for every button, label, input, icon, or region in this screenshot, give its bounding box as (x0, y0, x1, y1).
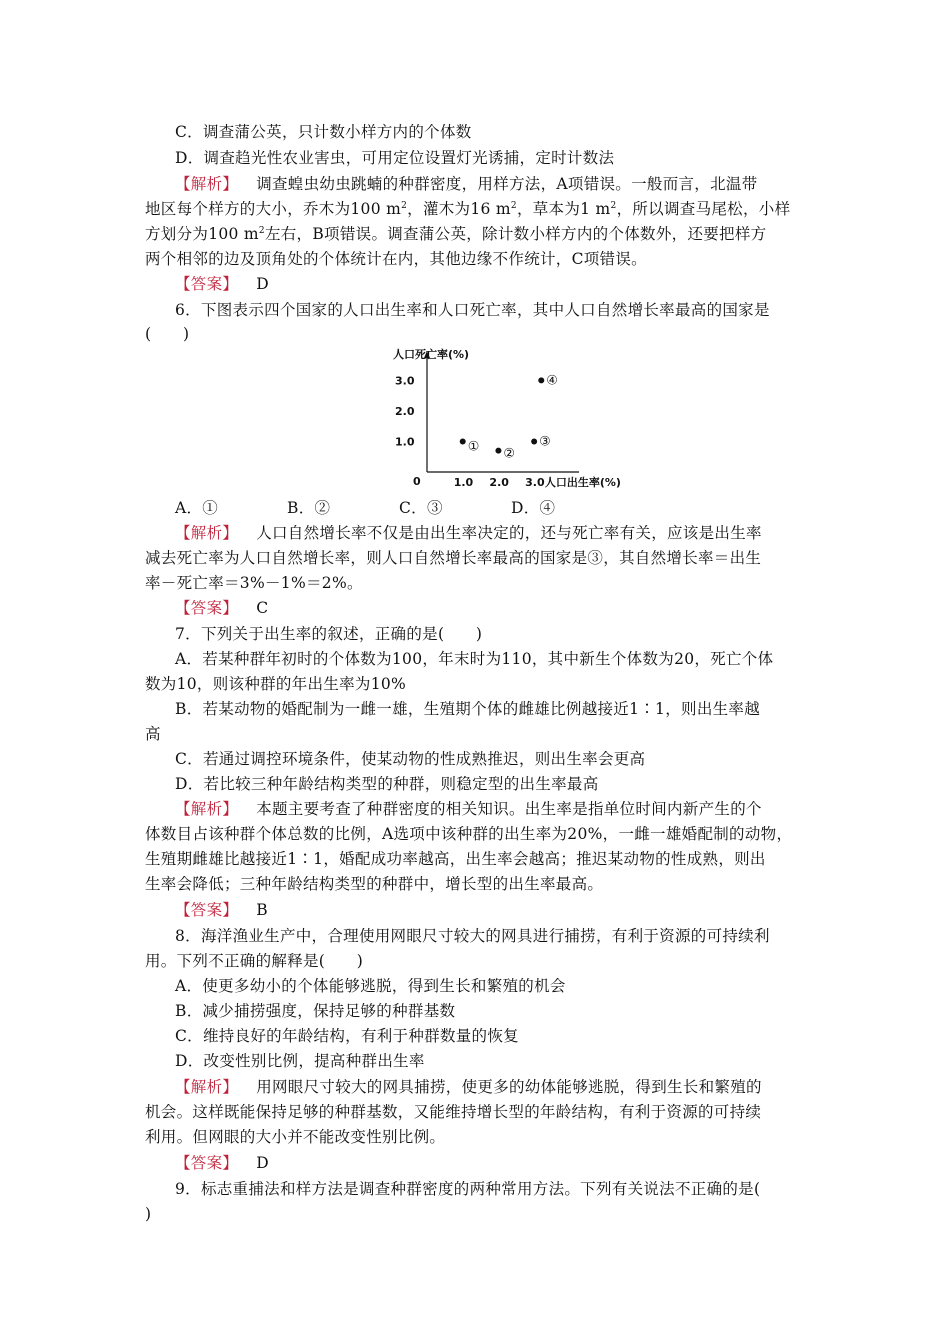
y-tick-label: 2.0 (395, 404, 415, 418)
point-label: ④ (546, 373, 558, 389)
text-line: ) (145, 1205, 152, 1223)
text-line: 数为10，则该种群的年出生率为10% (145, 675, 407, 693)
text-line: 6．下图表示四个国家的人口出生率和人口死亡率，其中人口自然增长率最高的国家是 (175, 301, 770, 319)
answer-tag: 【答案】 (175, 901, 239, 919)
text-line: ( ) (145, 325, 190, 343)
origin-label: 0 (413, 475, 421, 488)
text-line: 8．海洋渔业生产中，合理使用网眼尺寸较大的网具进行捕捞，有利于资源的可持续利 (175, 927, 770, 945)
text-line: 【解析】 用网眼尺寸较大的网具捕捞，使更多的幼体能够逃脱，得到生长和繁殖的 (175, 1078, 762, 1096)
text-line: B．若某动物的婚配制为一雌一雄，生殖期个体的雌雄比例越接近1∶1，则出生率越 (175, 700, 761, 718)
text-line: 【答案】 D (175, 275, 269, 293)
text-line: D．调查趋光性农业害虫，可用定位设置灯光诱捕，定时计数法 (175, 149, 615, 167)
data-point (531, 438, 537, 444)
explain5-line3: 方划分为100 $m^2$左右，B项错误。调查蒲公英，除计数小样方内的个体数外，还要把样方 (145, 225, 767, 243)
text-line: C．维持良好的年龄结构，有利于种群数量的恢复 (175, 1027, 519, 1045)
text-line: 【答案】 B (175, 901, 268, 919)
text-line: 生率会降低；三种年龄结构类型的种群中，增长型的出生率最高。 (145, 875, 604, 893)
x-tick-label: 3.0 (525, 476, 545, 489)
explain5-line1: 【解析】 调查蝗虫幼虫跳蝻的种群密度，用样方法，A项错误。一般而言，北温带 (175, 175, 758, 193)
text-line: 9．标志重捕法和样方法是调查种群密度的两种常用方法。下列有关说法不正确的是( (175, 1180, 761, 1198)
point-label: ② (503, 446, 516, 462)
point-label: ③ (539, 434, 551, 450)
x-tick-label: 2.0 (489, 476, 509, 489)
text-line: 利用。但网眼的大小并不能改变性别比例。 (145, 1128, 446, 1146)
explain6-line1: 【解析】 人口自然增长率不仅是由出生率决定的，还与死亡率有关，应该是出生率 (175, 524, 762, 542)
text-line: 体数目占该种群个体总数的比例，A选项中该种群的出生率为20%，一雌一雄婚配制的动物， (145, 825, 793, 843)
text-line: 减去死亡率为人口自然增长率，则人口自然增长率最高的国家是③，其自然增长率＝出生 (145, 549, 762, 567)
x-tick-label: 1.0 (453, 476, 474, 489)
text-line: C．若通过调控环境条件，使某动物的性成熟推迟，则出生率会更高 (175, 750, 646, 768)
scatter-chart (385, 344, 621, 494)
explain5-line2: 地区每个样方的大小，乔木为100 $m^2$，灌木为16 $m^2$，草本为1 $m^2$，所以调查马尾松，小样 (145, 200, 791, 218)
answer-tag: 【解析】 (175, 1078, 239, 1096)
option-b: B．② (287, 499, 331, 517)
answer-tag: 【答案】 (175, 1154, 239, 1172)
text-line: C．调查蒲公英，只计数小样方内的个体数 (175, 123, 472, 141)
text-line: A．使更多幼小的个体能够逃脱，得到生长和繁殖的机会 (175, 977, 566, 995)
data-point (538, 377, 544, 383)
answer-tag: 【解析】 (175, 800, 239, 818)
text-line: A．若某种群年初时的个体数为100，年末时为110，其中新生个体数为20，死亡个体 (175, 650, 774, 668)
explain-tag: 【解析】 (175, 175, 239, 193)
q6-options (175, 496, 845, 521)
text-line: B．减少捕捞强度，保持足够的种群基数 (175, 1002, 456, 1020)
y-tick-label: 1.0 (395, 435, 415, 449)
text-line: 率－死亡率＝3%－1%＝2%。 (145, 574, 363, 592)
x-axis-label: 人口出生率(%) (544, 476, 621, 489)
point-label: ① (467, 439, 480, 455)
text-line: 用。下列不正确的解释是( ) (145, 952, 364, 970)
data-point (495, 448, 501, 454)
data-point (460, 438, 466, 444)
text-line: 生殖期雌雄比越接近1∶1，婚配成功率越高，出生率会越高；推迟某动物的性成熟，则出 (145, 850, 766, 868)
answer-tag: 【答案】 (175, 275, 239, 293)
y-tick-label: 3.0 (395, 374, 415, 388)
y-axis-label: 人口死亡率(%) (393, 348, 470, 361)
option-a: A．① (175, 499, 219, 517)
explain5-line4: 两个相邻的边及顶角处的个体统计在内，其他边缘不作统计，C项错误。 (145, 250, 647, 268)
answer-tag: 【答案】 (175, 599, 239, 617)
option-c: C．③ (399, 499, 443, 517)
text-line: D．改变性别比例，提高种群出生率 (175, 1052, 425, 1070)
text-line: 机会。这样既能保持足够的种群基数，又能维持增长型的年龄结构，有利于资源的可持续 (145, 1103, 762, 1121)
explain-tag: 【解析】 (175, 524, 239, 542)
text-line: 【解析】 本题主要考查了种群密度的相关知识。出生率是指单位时间内新产生的个 (175, 800, 762, 818)
text-line: 【答案】 D (175, 1154, 269, 1172)
option-d: D．④ (511, 499, 556, 517)
text-line: D．若比较三种年龄结构类型的种群，则稳定型的出生率最高 (175, 775, 599, 793)
text-line: 【答案】 C (175, 599, 269, 617)
text-line: 高 (145, 725, 161, 743)
text-line: 7．下列关于出生率的叙述，正确的是( ) (175, 625, 483, 643)
